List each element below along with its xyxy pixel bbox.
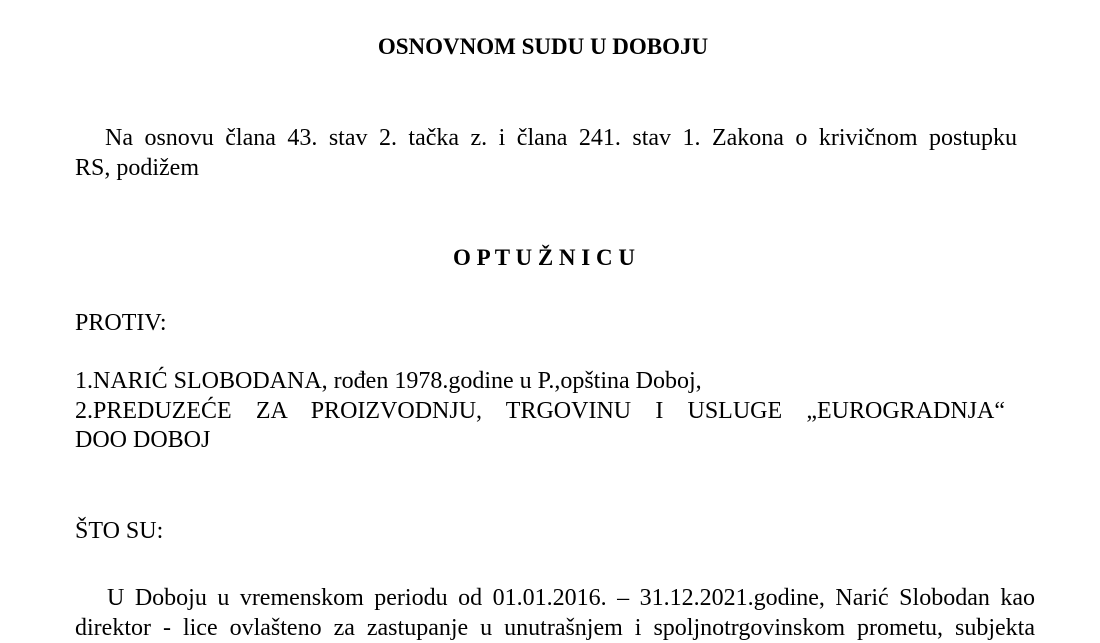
- body-line-1: U Doboju u vremenskom periodu od 01.01.2016. – 31.12.2021.godine, Narić Slobodan kao: [107, 585, 1035, 611]
- document-title: O P T U Ž N I C U: [453, 245, 635, 270]
- defendant-2-line-2: DOO DOBOJ: [75, 427, 211, 453]
- body-line-2: direktor - lice ovlašteno za zastupanje u unutrašnjem i spoljnotrgovinskom prometu, subjekta: [75, 615, 1035, 641]
- defendant-1: 1.NARIĆ SLOBODANA, rođen 1978.godine u P.,opština Doboj,: [75, 368, 702, 394]
- court-heading: OSNOVNOM SUDU U DOBOJU: [377, 34, 709, 59]
- against-label: PROTIV:: [75, 310, 167, 336]
- charges-label: ŠTO SU:: [75, 518, 164, 544]
- defendant-2-line-1: 2.PREDUZEĆE ZA PROIZVODNJU, TRGOVINU I USLUGE „EUROGRADNJA“: [75, 398, 1005, 424]
- intro-line-2: RS, podižem: [75, 155, 199, 181]
- intro-line-1: Na osnovu člana 43. stav 2. tačka z. i člana 241. stav 1. Zakona o krivičnom postupku: [105, 125, 1017, 151]
